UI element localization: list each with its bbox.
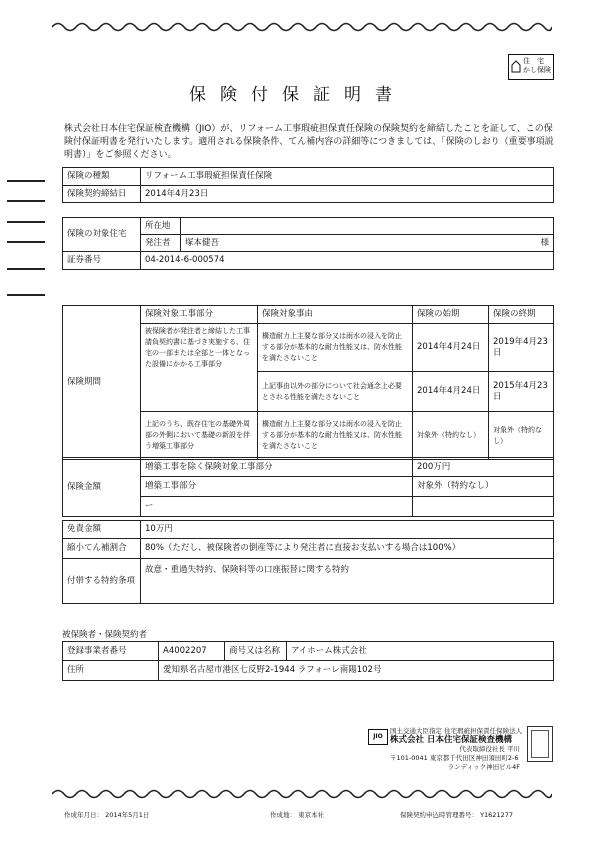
period-end: 2015年4月23日 bbox=[489, 372, 554, 412]
amount-name: 増築工事部分 bbox=[141, 477, 413, 497]
period-header: 保険対象事由 bbox=[258, 306, 413, 324]
company-name-label: 商号又は名称 bbox=[225, 642, 287, 661]
amount-value bbox=[413, 497, 554, 517]
type-value: リフォーム工事瑕疵担保責任保険 bbox=[141, 168, 554, 186]
period-header: 保険の終期 bbox=[489, 306, 554, 324]
amount-label: 保険金額 bbox=[63, 458, 141, 517]
address-label: 所在地 bbox=[141, 218, 181, 235]
insured-section-label: 被保険者・保険契約者 bbox=[62, 630, 148, 640]
margin-mark bbox=[7, 221, 45, 223]
margin-mark bbox=[7, 294, 45, 296]
client-value: 塚本健吾 bbox=[181, 235, 534, 252]
issuer-line: 国土交通大臣指定 住宅瑕疵担保責任保険法人 bbox=[390, 727, 523, 735]
target-house-table bbox=[62, 217, 554, 270]
period-header: 保険対象工事部分 bbox=[141, 306, 258, 324]
housing-insurance-logo bbox=[508, 54, 554, 80]
issuer-name: 株式会社 日本住宅保証検査機構 bbox=[390, 735, 512, 745]
period-start: 2014年4月24日 bbox=[413, 324, 489, 372]
period-cause: 上記事由以外の部分について社会通念上必要とされる性能を満たさないこと bbox=[258, 372, 413, 412]
created-date: 作成年月日： 2014年5月1日 bbox=[64, 811, 150, 819]
company-name-value: アイホーム株式会社 bbox=[287, 642, 554, 661]
client-label: 発注者 bbox=[141, 235, 181, 252]
period-label: 保険期間 bbox=[63, 306, 141, 460]
logo-line2: かし保険 bbox=[523, 66, 551, 74]
special-clause-value: 故意・重過失特約、保険料等の口座振替に関する特約 bbox=[141, 559, 554, 604]
cert-number-label: 証券番号 bbox=[63, 252, 141, 270]
period-end: 2019年4月23日 bbox=[489, 324, 554, 372]
application-number: 保険契約申込時管理番号： Y1621277 bbox=[400, 811, 513, 819]
margin-mark bbox=[7, 241, 45, 243]
cert-number-value: 04-2014-6-000574 bbox=[141, 252, 554, 270]
decorative-border-top bbox=[52, 20, 552, 34]
contract-date-value: 2014年4月23日 bbox=[141, 186, 554, 203]
period-end: 対象外（特約なし） bbox=[489, 412, 554, 460]
contract-date-label: 保険契約締結日 bbox=[63, 186, 141, 203]
amount-name: 増築工事を除く保険対象工事部分 bbox=[141, 458, 413, 477]
margin-mark bbox=[7, 268, 45, 270]
insurance-amount-table bbox=[62, 457, 554, 517]
page-title: 保険付保証明書 bbox=[189, 85, 406, 105]
insured-table bbox=[62, 641, 554, 681]
special-clause-label: 付帯する特約条項 bbox=[63, 559, 141, 604]
period-cause: 構造耐力上主要な部分又は雨水の浸入を防止する部分が基本的な耐力性能又は、防水性能を満たさないこと bbox=[258, 412, 413, 460]
period-cause: 構造耐力上主要な部分又は雨水の浸入を防止する部分が基本的な耐力性能又は、防水性能を満たさないこと bbox=[258, 324, 413, 372]
target-house-label: 保険の対象住宅 bbox=[63, 218, 141, 252]
margin-mark bbox=[7, 200, 45, 202]
ratio-label: 縮小てん補割合 bbox=[63, 539, 141, 559]
insurance-type-table bbox=[62, 167, 554, 203]
period-start: 2014年4月24日 bbox=[413, 372, 489, 412]
deductible-value: 10万円 bbox=[141, 521, 554, 539]
issuer-building: ランディック神田ビル4F bbox=[447, 763, 520, 771]
amount-name: ー bbox=[141, 497, 413, 517]
company-seal bbox=[527, 726, 553, 762]
period-part: 上記のうち、既存住宅の基礎外周部の外側において基礎の新設を伴う増築工事部分 bbox=[141, 412, 258, 460]
issuer-rep: 代表取締役社長 平川 bbox=[459, 745, 520, 753]
client-suffix: 様 bbox=[534, 235, 554, 252]
address-label: 住所 bbox=[63, 661, 159, 681]
logo-line1: 住 宅 bbox=[523, 57, 544, 65]
created-place: 作成地： 東京本社 bbox=[270, 811, 325, 819]
ratio-value: 80%（ただし、被保険者の倒産等により発注者に直接お支払いする場合は100%） bbox=[141, 539, 554, 559]
issuer-stamp bbox=[368, 727, 528, 771]
period-part: 被保険者が発注者と締結した工事請負契約書に基づき実施する、住宅の一部または全部と一体となった設備にかかる工事部分 bbox=[141, 324, 258, 412]
amount-value: 対象外（特約なし） bbox=[413, 477, 554, 497]
deductible-label: 免責金額 bbox=[63, 521, 141, 539]
type-label: 保険の種類 bbox=[63, 168, 141, 186]
address-value: 愛知県名古屋市港区七反野2-1944 ラフォーレ南陽102号 bbox=[159, 661, 554, 681]
period-header: 保険の始期 bbox=[413, 306, 489, 324]
intro-text: 株式会社日本住宅保証検査機構（JIO）が、リフォーム工事瑕疵担保責任保険の保険契約を締結したことを証して、この保険付保証明書を発行いたします。適用される保険条件、てん補内容の詳細等につきましては、「保険のしおり（重要事項説明書）」をご参照ください。 bbox=[64, 124, 554, 160]
terms-table bbox=[62, 520, 554, 604]
address-value bbox=[181, 218, 554, 235]
decorative-border-bottom bbox=[52, 787, 552, 801]
amount-value: 200万円 bbox=[413, 458, 554, 477]
period-start: 対象外（特約なし） bbox=[413, 412, 489, 460]
insurance-period-table bbox=[62, 305, 554, 460]
issuer-address: 〒101-0041 東京都千代田区神田須田町2-6 bbox=[390, 754, 519, 762]
jio-logo: JIO bbox=[368, 729, 388, 745]
margin-mark bbox=[7, 180, 45, 182]
reg-number-label: 登録事業者番号 bbox=[63, 642, 159, 661]
reg-number-value: A4002207 bbox=[159, 642, 225, 661]
house-icon bbox=[511, 59, 521, 73]
